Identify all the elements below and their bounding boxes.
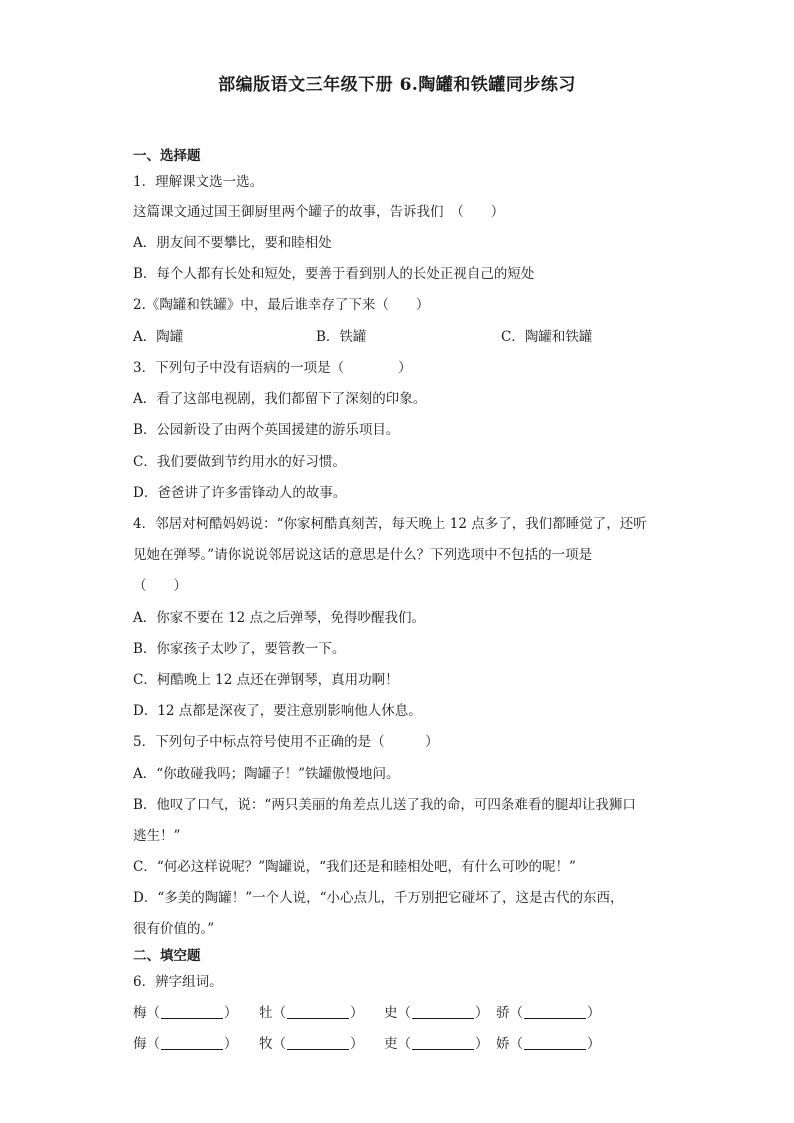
page-title: 部编版语文三年级下册 6.陶罐和铁罐同步练习: [218, 75, 576, 95]
q6-item-5-suffix: ）: [224, 1036, 238, 1052]
q6-blank-2[interactable]: [287, 1004, 349, 1019]
q2-option-c: C．陶罐和铁罐: [501, 329, 593, 345]
q4-stem-line1: 4．邻居对柯酷妈妈说：“你家柯酷真刻苦，每天晚上 12 点多了，我们都睡觉了，还听: [133, 516, 647, 532]
q5-option-d-line1: D．“多美的陶罐！”一个人说，“小心点儿，千万别把它碰坏了，这是古代的东西，: [133, 890, 624, 906]
q4-option-b: B．你家孩子太吵了，要管教一下。: [133, 641, 346, 657]
q4-option-d: D．12 点都是深夜了，要注意别影响他人休息。: [133, 703, 422, 719]
q3-option-c: C．我们要做到节约用水的好习惯。: [133, 454, 346, 470]
q6-item-5: [133, 1034, 238, 1054]
q1-stem: 1．理解课文选一选。: [133, 174, 264, 190]
q6-item-3-prefix: 史（: [384, 1005, 411, 1021]
section-heading-choice: 一、选择题: [133, 148, 201, 164]
q6-blank-4[interactable]: [524, 1004, 586, 1019]
q6-item-8-prefix: 娇（: [496, 1036, 523, 1052]
q6-item-7: [384, 1034, 489, 1054]
q6-item-3-suffix: ）: [475, 1005, 489, 1021]
q6-blank-5[interactable]: [161, 1035, 223, 1050]
q4-option-a: A．你家不要在 12 点之后弹琴，免得吵醒我们。: [133, 610, 426, 626]
q5-option-b-line1: B．他叹了口气，说：“两只美丽的角差点儿送了我的命，可四条难看的腿却让我狮口: [133, 797, 636, 813]
q2-option-b: B．铁罐: [316, 329, 367, 345]
q5-option-a: A．“你敢碰我吗；陶罐子！”铁罐傲慢地问。: [133, 766, 400, 782]
q6-stem: 6．辨字组词。: [133, 974, 223, 990]
q6-item-8-suffix: ）: [587, 1036, 601, 1052]
q2-option-a: A．陶罐: [133, 329, 184, 345]
q3-option-b: B．公园新设了由两个英国援建的游乐项目。: [133, 422, 400, 438]
q6-item-2: [259, 1003, 364, 1023]
q6-blank-1[interactable]: [161, 1004, 223, 1019]
q6-item-8: [496, 1034, 601, 1054]
q4-option-c: C．柯酷晚上 12 点还在弹钢琴，真用功啊！: [133, 672, 399, 688]
q6-item-4-prefix: 骄（: [496, 1005, 523, 1021]
section-heading-fill: 二、填空题: [133, 948, 201, 964]
q5-option-d-line2: 很有价值的。”: [133, 921, 215, 937]
q1-option-a: A．朋友间不要攀比，要和睦相处: [133, 235, 332, 251]
q6-item-4: [496, 1003, 601, 1023]
q6-item-1: [133, 1003, 238, 1023]
q5-stem: 5．下列句子中标点符号使用不正确的是（ ）: [133, 734, 439, 750]
q6-item-2-suffix: ）: [350, 1005, 364, 1021]
q5-option-b-line2: 逃生！”: [133, 828, 181, 844]
q6-item-2-prefix: 牡（: [259, 1005, 286, 1021]
q5-option-c: C．“何必这样说呢？”陶罐说，“我们还是和睦相处吧，有什么可吵的呢！”: [133, 859, 576, 875]
q2-stem: 2.《陶罐和铁罐》中，最后谁幸存了下来（ ）: [133, 297, 430, 313]
q6-item-6: [259, 1034, 364, 1054]
q3-option-a: A．看了这部电视剧，我们都留下了深刻的印象。: [133, 391, 427, 407]
q6-blank-7[interactable]: [412, 1035, 474, 1050]
q6-item-6-suffix: ）: [350, 1036, 364, 1052]
q4-stem-line3: （ ）: [133, 578, 187, 594]
q6-item-6-prefix: 牧（: [259, 1036, 286, 1052]
q4-stem-line2: 见她在弹琴。”请你说说邻居说这话的意思是什么？下列选项中不包括的一项是: [133, 547, 593, 563]
q1-sub: 这篇课文通过国王御厨里两个罐子的故事，告诉我们 （ ）: [133, 204, 505, 220]
q3-option-d: D．爸爸讲了许多雷锋动人的故事。: [133, 485, 347, 501]
q6-blank-6[interactable]: [287, 1035, 349, 1050]
q3-stem: 3．下列句子中没有语病的一项是（ ）: [133, 360, 412, 376]
q6-blank-8[interactable]: [524, 1035, 586, 1050]
q6-item-7-suffix: ）: [475, 1036, 489, 1052]
q6-item-4-suffix: ）: [587, 1005, 601, 1021]
q6-blank-3[interactable]: [412, 1004, 474, 1019]
q1-option-b: B．每个人都有长处和短处，要善于看到别人的长处正视自己的短处: [133, 266, 535, 282]
q6-item-1-prefix: 梅（: [133, 1005, 160, 1021]
q6-item-1-suffix: ）: [224, 1005, 238, 1021]
q6-item-5-prefix: 侮（: [133, 1036, 160, 1052]
q6-item-7-prefix: 吏（: [384, 1036, 411, 1052]
q6-item-3: [384, 1003, 489, 1023]
